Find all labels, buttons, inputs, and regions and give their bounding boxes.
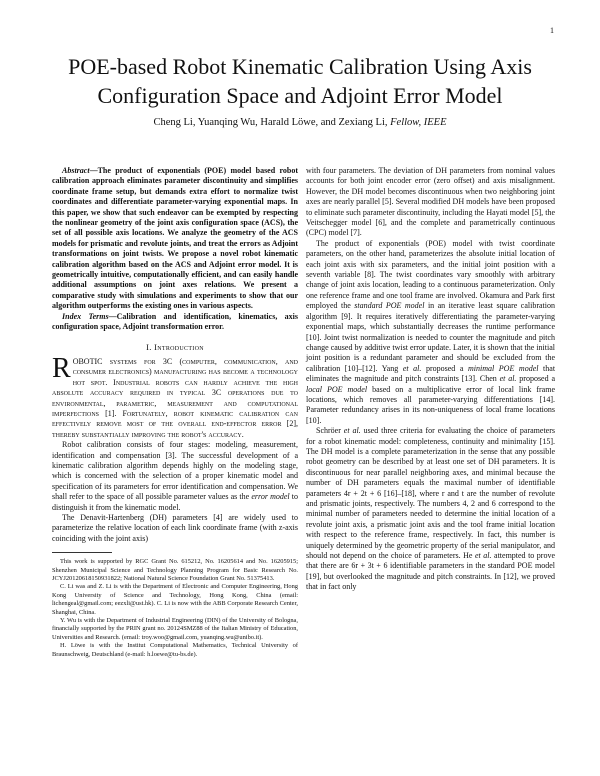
right-p3-etal-2: et al. bbox=[474, 551, 492, 561]
right-p2-f: based on a multiplicative error of local link frame locations, which removes all parameter-varying differentiations [14]. Parameter redundancy arises in its non-uniqueness of local frame locations [10]. bbox=[306, 384, 555, 425]
right-p2-etal-2: et al. bbox=[499, 374, 517, 384]
right-p3-a: Schröer bbox=[316, 426, 341, 436]
author-line bbox=[40, 117, 560, 128]
author-fellow: Fellow, IEEE bbox=[390, 117, 447, 128]
right-p2-a: The product of exponentials (POE) model with twist coordinate parameters, on the other hand, parameterizes the absolute initial location of each joint axis with six parameters, and the initial joint position with a seventh variable [8]. The twist coordinates vary smoothly with arbitrary change of joint axis location, leading to a continuous parameterization. Only one reference frame and one tool frame are involved. Okamura and Park first employed the bbox=[306, 238, 555, 311]
left-column bbox=[52, 166, 298, 659]
intro-paragraph-1 bbox=[52, 352, 298, 440]
intro-paragraph-3: The Denavit-Hartenberg (DH) parameters [4] are widely used to parameterize the relative location of each link coordinate frame (with z-axis coinciding with the joint axis) bbox=[52, 513, 298, 543]
intro-paragraph-2 bbox=[52, 440, 298, 513]
right-p2-c: proposed a bbox=[425, 363, 464, 373]
footnotes bbox=[52, 558, 298, 659]
intro-p1-text: OBOTIC systems for 3C (computer, communication, and consumer electronics) manufacturing has become a technology hot spot. Industrial robots can hardly achieve the high absolute accuracy required in typical 3C operations due to environmental, parametric, measurement and computational imperfections [1]. Fortunately, robot kinematic calibration can effectively remove most of the overall end-effector error [2], thereby substantially improving the robot's accuracy. bbox=[52, 356, 298, 439]
abstract-label: Abstract bbox=[62, 166, 90, 175]
abstract bbox=[52, 166, 298, 312]
right-p2-em: standard POE model bbox=[354, 301, 425, 311]
footnote-funding: This work is supported by RGC Grant No. 615212, No. 16205614 and No. 16205915; Shenzhen Municipal Science and Technology Planning Program for Basic Research No. JCYJ20120618150931822; National Natural Science Foundation Grant No. 51375413. bbox=[52, 558, 298, 583]
right-paragraph-1: with four parameters. The deviation of DH parameters from nominal values accounts for both joint encoder error (zero offset) and axis misalignment. However, the DH model becomes discontinuous when two neighboring joint axes are nearly parallel [5]. Several modified DH models have been proposed to eliminate such parameter discontinuity, including the Hayati model [5], the Veitschegger model [6], and the complete and parametrically continuous (CPC) model [7]. bbox=[306, 166, 555, 238]
footnote-rule bbox=[52, 552, 112, 553]
footnote-affiliation-lowe: H. Löwe is with the Institut Computational Mathematics, Technical University of Braunschweig, Deutschland (e-mail: h.loewe@tu-bs.de). bbox=[52, 642, 298, 658]
right-p2-d: that eliminates the magnitude and pitch constraints [13]. Chen bbox=[306, 363, 556, 384]
right-p3-b: used three criteria for evaluating the choice of parameters for a robot kinematic model: completeness, continuity and minimality [15]. The DH model is a complete parameterization in the sense that any possible robot geometry can be described by at least one set of DH parameters. It is discontinuous for near parallel neighboring axes, and minimal because the number of DH parameters equals the maximal number of identifiable parameters 4r + 2t + 6 [16]–[18], where r and t are the number of revolute and prismatic joints, respectively. The numbers 4, 2 and 6 correspond to the minimal number of parameters needed to determine the initial location of a revolute joint axis, a prismatic joint axis and the tool frame initial location with respect to the reference frame, respectively. In fact, this number is uniquely determined by the geometric property of the serial manipulator, and should not depend on the choice of parameters. He bbox=[306, 426, 556, 561]
paper-title: POE-based Robot Kinematic Calibration Using Axis Configuration Space and Adjoint Error Model bbox=[68, 54, 532, 108]
intro-p2-emphasis: error model bbox=[251, 492, 290, 502]
right-p2-em-3: local POE model bbox=[306, 384, 368, 394]
right-p3-etal: et al. bbox=[343, 426, 361, 436]
intro-p2-text-a: Robot calibration consists of four stages: modeling, measurement, identification and compensation [3]. The successful development of a kinematic calibration algorithm depends highly on the modeling stage, which is concerned with the selection of a proper kinematic model and specification of its parameters for error identification and compensation. We shall refer to the space of all possible parameter values as the bbox=[52, 440, 298, 502]
right-paragraph-2 bbox=[306, 239, 555, 426]
index-terms-label: Index Terms bbox=[62, 311, 109, 321]
section-heading-introduction: I. Introduction bbox=[146, 341, 204, 352]
intro-p2-text-b: to distinguish it from the kinematic model. bbox=[52, 492, 298, 512]
index-terms-text: —Calibration and identification, kinematics, axis configuration space, Adjoint transformation error. bbox=[52, 311, 298, 332]
index-terms bbox=[52, 312, 298, 333]
footnote-affiliation-wu: Y. Wu is with the Department of Industrial Engineering (DIN) of the University of Bologna, financially supported by the PRIN grant no. 20124SMZ88 of the Italian Ministry of Education, Universities and Research. (email: troy.woo@gmail.com, yuanqing.wu@unibo.it). bbox=[52, 617, 298, 641]
author-names: Cheng Li, Yuanqing Wu, Harald Löwe, and Zexiang Li, bbox=[153, 117, 388, 128]
page-number: 1 bbox=[550, 26, 554, 35]
footnote-affiliation-li: C. Li was and Z. Li is with the Department of Electronic and Computer Engineering, Hong Kong University of Science and Technology, Hong Kong, China (email: lichengeal@gmail.com; eezxli@ust.hk). C. Li is now with the ABB Corporate Research Center, Shanghai, China. bbox=[52, 583, 298, 616]
right-p2-e: proposed a bbox=[519, 374, 556, 384]
right-column bbox=[306, 166, 555, 593]
right-p2-b: in an iterative least square calibration algorithm [9]. It requires iteratively differentiating the parameter-varying exponential maps, which substantially decreases the runtime performance [10]. Joint twist normalization is needed to counter the magnitude and pitch change caused by additive twist error update. Later, it is shown that the initial joint position is a redundant parameter and should be excluded from the calibration [10]–[12]. Yang bbox=[306, 301, 556, 373]
right-p3-c: attempted to prove that there are 6r + 3t + 6 identifiable parameters in the standard POE model [19], but overlooked the magnitude and pitch constraints. In [12], we proved that in fact only bbox=[306, 551, 556, 592]
drop-cap: R bbox=[52, 352, 71, 384]
right-p2-etal-1: et al. bbox=[402, 363, 422, 373]
right-p2-em-2: minimal POE model bbox=[468, 363, 539, 373]
abstract-text: —The product of exponentials (POE) model based robot calibration approach eliminates parameter discontinuity and simplifies coordinate frame setup, but demands extra effort to normalize twist coordinates and differentiate parameter-varying exponential maps. In this paper, we show that such endeavor can be exempted by respecting the nonlinear geometry of the joint axis configuration space (ACS), the set of all possible axis locations. We analyze the geometry of the ACS models for prismatic and revolute joints, and treat the errors as Adjoint transformations on joint twists. We propose a novel robot kinematic calibration algorithm based on the ACS and Adjoint error model. It is geometrically intuitive, computationally efficient, and can easily handle additional assumptions on joint axes relations. We present a comparative study with simulations and experiments to show that our algorithm outperforms the existing ones in various aspects. bbox=[52, 166, 298, 311]
right-paragraph-3 bbox=[306, 426, 555, 593]
